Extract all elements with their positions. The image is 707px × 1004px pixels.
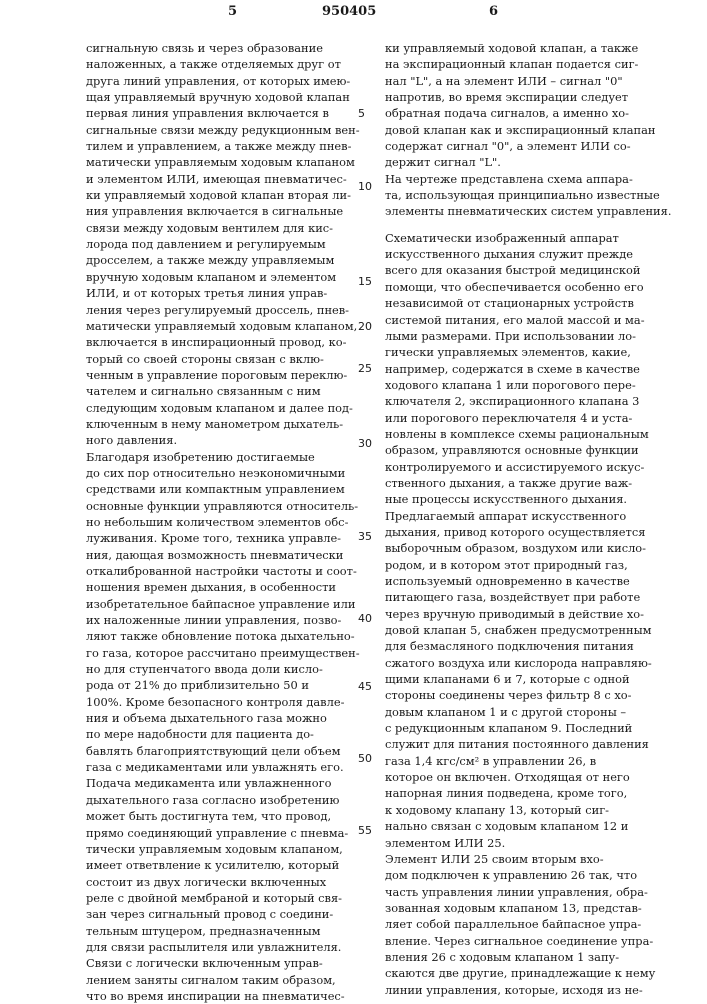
line-number: 45 [358,680,372,693]
text-line: изобретательное байпасное управление или [86,596,354,612]
text-line: вление. Через сигнальное соединение упра- [385,933,655,949]
text-line: ляют также обновление потока дыхательно- [86,628,354,644]
text-line: лением заняты сигналом таким образом, [86,972,354,988]
text-line: часть управления линии управления, обра- [385,884,655,900]
text-line: связи между ходовым вентилем для кис- [86,220,354,236]
text-line: щая управляемый вручную ходовой клапан [86,89,354,105]
text-line: довой клапан 5, снабжен предусмотренным [385,622,655,638]
text-line: ки управляемый ходовой клапан вторая ли- [86,187,354,203]
text-line: выборочным образом, воздухом или кисло- [385,540,655,556]
text-line: элементом ИЛИ 25. [385,835,655,851]
text-line: всего для оказания быстрой медицинской [385,262,655,278]
text-line: ключателя 2, экспирационного клапана 3 [385,393,655,409]
text-line: на экспирационный клапан подается сиг- [385,56,655,72]
text-line: ки управляемый ходовой клапан, а также [385,40,655,56]
text-line: через вручную приводимый в действие хо- [385,606,655,622]
text-line: довым клапаном 1 и с другой стороны – [385,704,655,720]
text-line: сигнальные связи между редукционным вен- [86,122,354,138]
text-line: ного давления. [86,432,354,448]
text-line: ния и объема дыхательного газа можно [86,710,354,726]
text-line: но небольшим количеством элементов обс- [86,514,354,530]
text-line: тилем и управлением, а также между пнев- [86,138,354,154]
text-line: ления через регулируемый дроссель, пнев- [86,302,354,318]
text-line: чателем и сигнально связанным с ним [86,383,354,399]
text-line: средствами или компактным управлением [86,481,354,497]
text-line: нально связан с ходовым клапаном 12 и [385,818,655,834]
text-line: родом, и в котором этот природный газ, [385,557,655,573]
text-line: стороны соединены через фильтр 8 с хо- [385,687,655,703]
text-line: содержат сигнал "0", а элемент ИЛИ со- [385,138,655,154]
line-number: 50 [358,752,372,765]
text-line: следующим ходовым клапаном и далее под- [86,400,354,416]
text-line: ченным в управление пороговым переклю- [86,367,354,383]
text-line: для связи распылителя или увлажнителя. [86,939,354,955]
text-line: На чертеже представлена схема аппара- [385,171,655,187]
text-line: ния управления включается в сигнальные [86,203,354,219]
text-line: нал "L", а на элемент ИЛИ – сигнал "0" [385,73,655,89]
text-line: образом, управляются основные функции [385,442,655,458]
text-line: дом подключен к управлению 26 так, что [385,867,655,883]
text-line: го газа, которое рассчитано преимуществен- [86,645,354,661]
text-line: напротив, во время экспирации следует [385,89,655,105]
line-number: 5 [358,107,365,120]
text-line: обратная подача сигналов, а именно хо- [385,105,655,121]
line-number: 35 [358,530,372,543]
text-line: новлены в комплексе схемы рациональным [385,426,655,442]
text-line: ходового клапана 1 или порогового пере- [385,377,655,393]
text-line: газа 1,4 кгс/см² в управлении 26, в [385,753,655,769]
text-line: ношения времен дыхания, в особенности [86,579,354,595]
text-line: газа с медикаментами или увлажнять его. [86,759,354,775]
text-line: включается в инспирационный провод, ко- [86,334,354,350]
text-line: лыми размерами. При использовании ло- [385,328,655,344]
text-line: сжатого воздуха или кислорода направляю- [385,655,655,671]
text-line: состоит из двух логически включенных [86,874,354,890]
text-line: которое он включен. Отходящая от него [385,769,655,785]
text-line: вручную ходовым клапаном и элементом [86,269,354,285]
text-line: первая линия управления включается в [86,105,354,121]
text-line: Предлагаемый аппарат искусственного [385,508,655,524]
text-line: элементы пневматических систем управления. [385,203,655,219]
text-line: гически управляемых элементов, какие, [385,344,655,360]
text-line: довой клапан как и экспирационный клапан [385,122,655,138]
text-line: торый со своей стороны связан с вклю- [86,351,354,367]
line-number: 15 [358,275,372,288]
text-line: и элементом ИЛИ, имеющая пневматичес- [86,171,354,187]
text-line: дыхательного газа согласно изобретению [86,792,354,808]
page-number-right: 6 [489,4,498,19]
text-line: питающего газа, воздействует при работе [385,589,655,605]
text-line: наложенных, а также отделяемых друг от [86,56,354,72]
text-line: дыхания, привод которого осуществляется [385,524,655,540]
text-line: линии управления, которые, исходя из не- [385,982,655,998]
text-line: Схематически изображенный аппарат [385,230,655,246]
page-number-left: 5 [228,4,237,19]
text-line: матически управляемый ходовым клапаном, [86,318,354,334]
text-line: та, использующая принципиально известные [385,187,655,203]
text-line: зованная ходовым клапаном 13, представ- [385,900,655,916]
text-line: по мере надобности для пациента до- [86,726,354,742]
text-line: но для ступенчатого ввода доли кисло- [86,661,354,677]
text-line: друга линий управления, от которых имею- [86,73,354,89]
text-line: реле с двойной мембраной и который свя- [86,890,354,906]
text-line: откалиброванной настройки частоты и соот- [86,563,354,579]
text-line: служит для питания постоянного давления [385,736,655,752]
text-line: может быть достигнута тем, что провод, [86,808,354,824]
line-number: 10 [358,180,372,193]
text-line: для безмасляного подключения питания [385,638,655,654]
text-line: рода от 21% до приблизительно 50 и [86,677,354,693]
text-line: 100%. Кроме безопасного контроля давле- [86,694,354,710]
text-line: контролируемого и ассистируемого искус- [385,459,655,475]
text-line: Элемент ИЛИ 25 своим вторым вхо- [385,851,655,867]
text-line [385,220,655,230]
text-line: ственного дыхания, а также другие важ- [385,475,655,491]
text-line: тически управляемым ходовым клапаном, [86,841,354,857]
left-text-column [86,40,354,1004]
text-line: щими клапанами 6 и 7, которые с одной [385,671,655,687]
text-line: скаются две другие, принадлежащие к нему [385,965,655,981]
text-line: зан через сигнальный провод с соедини- [86,906,354,922]
text-line: тельным штуцером, предназначенным [86,923,354,939]
text-line: дросселем, а также между управляемым [86,252,354,268]
text-line: Подача медикамента или увлажненного [86,775,354,791]
text-line: вления 26 с ходовым клапаном 1 запу- [385,949,655,965]
text-line: помощи, что обеспечивается особенно его [385,279,655,295]
text-line: ные процессы искусственного дыхания. [385,491,655,507]
text-line: основные функции управляются относитель- [86,498,354,514]
line-number: 40 [358,612,372,625]
patent-number: 950405 [322,4,376,19]
text-line: имеет ответвление к усилителю, который [86,857,354,873]
text-line: системой питания, его малой массой и ма- [385,312,655,328]
text-line: ИЛИ, и от которых третья линия управ- [86,285,354,301]
text-line: например, содержатся в схеме в качестве [385,361,655,377]
right-text-column [385,40,655,998]
text-line: напорная линия подведена, кроме того, [385,785,655,801]
text-line: бавлять благоприятствующий цели объем [86,743,354,759]
text-line: ключенным в нему манометром дыхатель- [86,416,354,432]
line-number: 30 [358,437,372,450]
text-line: что во время инспирации на пневматичес- [86,988,354,1004]
line-number: 25 [358,362,372,375]
text-line: держит сигнал "L". [385,154,655,170]
text-line: до сих пор относительно неэкономичными [86,465,354,481]
text-line: их наложенные линии управления, позво- [86,612,354,628]
text-line: независимой от стационарных устройств [385,295,655,311]
text-line: к ходовому клапану 13, который сиг- [385,802,655,818]
text-line: используемый одновременно в качестве [385,573,655,589]
text-line: ния, дающая возможность пневматически [86,547,354,563]
text-line: ляет собой параллельное байпасное упра- [385,916,655,932]
text-line: луживания. Кроме того, техника управле- [86,530,354,546]
text-line: искусственного дыхания служит прежде [385,246,655,262]
text-line: с редукционным клапаном 9. Последний [385,720,655,736]
text-line: Благодаря изобретению достигаемые [86,449,354,465]
text-line: сигнальную связь и через образование [86,40,354,56]
text-line: лорода под давлением и регулируемым [86,236,354,252]
text-line: или порогового переключателя 4 и уста- [385,410,655,426]
text-line: прямо соединяющий управление с пневма- [86,825,354,841]
line-number: 55 [358,824,372,837]
text-line: матически управляемым ходовым клапаном [86,154,354,170]
line-number: 20 [358,320,372,333]
text-line: Связи с логически включенным управ- [86,955,354,971]
